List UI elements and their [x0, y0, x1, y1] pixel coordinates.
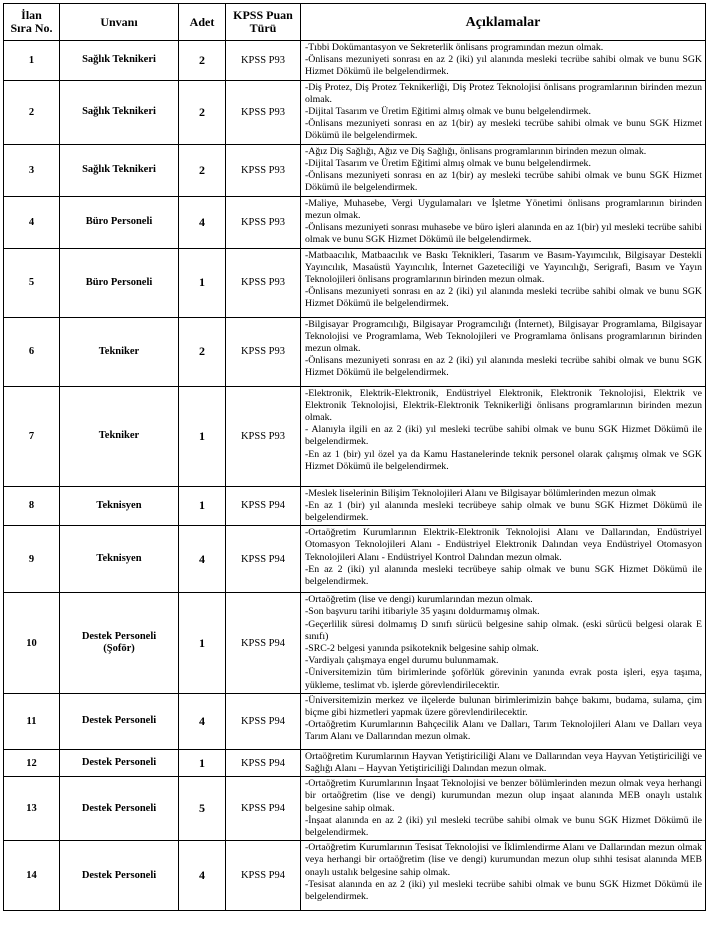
description-line: -Matbaacılık, Matbaacılık ve Baskı Teknikleri, Tasarım ve Basım-Yayımcılık, Bilgisayar Destekli Yayıncılık, Masaüstü Yayıncılık, İnternet Gazeteciliği ve Yayıncılığı, Serigrafi, Basım ve Yayın Teknolojileri önlisans programlarının birinden mezun olmak.	[305, 249, 702, 286]
row-title-line: Destek Personeli	[81, 802, 157, 814]
header-count: Adet	[179, 4, 226, 41]
row-title	[60, 80, 179, 144]
description-line: -İnşaat alanında en az 2 (iki) yıl mesleki tecrübe sahibi olmak ve bunu SGK Hizmet Dökümü ile belgelendirmek.	[305, 814, 702, 839]
row-title	[60, 693, 179, 749]
row-title-line: Tekniker	[98, 345, 140, 357]
description-line: -Ortaöğretim Kurumlarının İnşaat Teknolojisi ve benzer bölümlerinden mezun olmak veya herhangi bir ortaöğretim (lise ve dengi) kurumundan mezun olup inşaat alanında MEB onaylı ustalık belgesine sahip olmak.	[305, 778, 702, 814]
table-row	[4, 749, 706, 776]
row-title	[60, 317, 179, 386]
table-row	[4, 317, 706, 386]
row-description	[301, 317, 706, 386]
row-score-type: KPSS P93	[226, 196, 301, 248]
row-description	[301, 749, 706, 776]
description-line: -Üniversitemizin tüm birimlerinde şoförlük görevinin yanında evrak posta işleri, eşya taşıma, yükleme, teslimat vb. işlerde görevlendirilecektir.	[305, 667, 702, 691]
row-description	[301, 841, 706, 911]
row-score-type: KPSS P93	[226, 317, 301, 386]
header-row-number: İlan Sıra No.	[4, 4, 60, 41]
row-count: 5	[179, 777, 226, 841]
row-title	[60, 144, 179, 196]
row-title	[60, 486, 179, 526]
table-row	[4, 593, 706, 694]
description-line: -Önlisans mezuniyeti sonrası en az 2 (iki) yıl alanında mesleki tecrübe sahibi olmak ve bunu SGK Hizmet Dökümü ile belgelendirmek.	[305, 286, 702, 310]
description-line: -Meslek liselerinin Bilişim Teknolojileri Alanı ve Bilgisayar bölümlerinden mezun olmak	[305, 487, 656, 499]
row-title-line: (Şoför)	[103, 643, 135, 655]
description-line: -Diş Protez, Diş Protez Teknikerliği, Diş Protez Teknolojisi önlisans programlarının birinden mezun olmak.	[305, 81, 702, 105]
description-line: -Ortaöğretim Kurumlarının Bahçecilik Alanı ve Dalları, Tarım Teknolojileri Alanı ve Dalları veya Tarım Alanı ve Dallarından mezun olmak.	[305, 719, 702, 743]
description-line: -En az 2 (iki) yıl alanında mesleki tecrübeye sahip olmak ve bunu SGK Hizmet Dökümü ile belgelendirmek.	[305, 563, 702, 588]
description-line: -Ortaöğretim Kurumlarının Tesisat Teknolojisi ve İklimlendirme Alanı ve Dallarından mezun olmak veya herhangi bir ortaöğretim (lise ve dengi) kurumundan mezun olup sıhhi tesisat alanında MEB onaylı ustalık belgesine sahip olmak.	[305, 842, 702, 878]
row-description	[301, 248, 706, 317]
job-listing-table	[3, 3, 706, 911]
row-count: 4	[179, 526, 226, 593]
description-line: -Önlisans mezuniyeti sonrası en az 2 (iki) yıl alanında mesleki tecrübe sahibi olmak ve bunu SGK Hizmet Dökümü ile belgelendirmek.	[305, 54, 702, 78]
table-row	[4, 526, 706, 593]
row-description	[301, 196, 706, 248]
table-row	[4, 196, 706, 248]
row-title-line: Teknisyen	[96, 553, 142, 565]
row-title	[60, 41, 179, 81]
row-score-type: KPSS P93	[226, 144, 301, 196]
row-count: 1	[179, 749, 226, 776]
row-title	[60, 841, 179, 911]
table-row	[4, 841, 706, 911]
row-count: 4	[179, 196, 226, 248]
row-description	[301, 526, 706, 593]
description-line: -Bilgisayar Programcılığı, Bilgisayar Programcılığı (İnternet), Bilgisayar Programlama, Bilgisayar Teknolojisi ve Programlama, Web Teknolojileri ve Programlama önlisans programlarının birinden mezun olmak.	[305, 318, 702, 355]
row-title-line: Büro Personeli	[85, 276, 153, 288]
row-count: 1	[179, 486, 226, 526]
table-row	[4, 486, 706, 526]
description-line: -En az 1 (bir) yıl özel ya da Kamu Hastanelerinde teknik personel olarak çalışmış olmak ve SGK Hizmet Dökümü ile belgelendirmek.	[305, 448, 702, 472]
row-title-line: Destek Personeli	[81, 757, 157, 769]
row-score-type: KPSS P93	[226, 386, 301, 486]
description-line: -Üniversitemizin merkez ve ilçelerde bulunan birimlerimizin bahçe bakımı, budama, sulama, çim biçme gibi hizmetleri yapmak üzere görevlendirilecektir.	[305, 694, 702, 719]
description-line: -Elektronik, Elektrik-Elektronik, Endüstriyel Elektronik, Elektronik Teknolojisi, Elektrik ve Elektronik Teknolojisi, Elektrik-Elektronik Teknikerliği önlisans programlarının birinden mezun olmak.	[305, 387, 702, 424]
description-line: -Önlisans mezuniyeti sonrası en az 1(bir) ay mesleki tecrübe sahibi olmak ve bunu SGK Hizmet Dökümü ile belgelendirmek.	[305, 118, 702, 142]
row-count: 2	[179, 80, 226, 144]
row-count: 4	[179, 693, 226, 749]
row-number: 10	[4, 593, 60, 694]
description-line: Ortaöğretim Kurumlarının Hayvan Yetiştiriciliği Alanı ve Dallarından veya Hayvan Yetiştiriciliği ve Sağlığı Alanı – Hayvan Yetiştiriciliği Dalından mezun olmak.	[305, 750, 702, 775]
description-line: -Ortaöğretim Kurumlarının Elektrik-Elektronik Teknolojisi Alanı ve Dallarından, Endüstriyel Otomasyon Teknolojileri Alanı - Endüstriyel Elektronik Dalından veya Endüstriyel Otomasyon Teknolojileri Alanı - Endüstriyel Kontrol Dalından mezun olmak.	[305, 527, 702, 563]
description-line: -Tesisat alanında en az 2 (iki) yıl mesleki tecrübe sahibi olmak ve bunu SGK Hizmet Dökümü ile belgelendirmek.	[305, 878, 702, 903]
row-title	[60, 749, 179, 776]
description-line: -Maliye, Muhasebe, Vergi Uygulamaları ve İşletme Yönetimi önlisans programlarının birinden mezun olmak.	[305, 197, 702, 221]
row-description	[301, 386, 706, 486]
row-title	[60, 248, 179, 317]
row-description	[301, 693, 706, 749]
row-title-line: Sağlık Teknikeri	[82, 54, 156, 66]
description-line: - Alanıyla ilgili en az 2 (iki) yıl mesleki tecrübe sahibi olmak ve bunu SGK Hizmet Dökümü ile belgelendirmek.	[305, 424, 702, 448]
header-score-type: KPSS Puan Türü	[226, 4, 301, 41]
description-line: -Dijital Tasarım ve Üretim Eğitimi almış olmak ve bunu belgelendirmek.	[305, 157, 591, 169]
description-line: -En az 1 (bir) yıl alanında mesleki tecrübeye sahip olmak ve bunu SGK Hizmet Dökümü ile belgelendirmek.	[305, 499, 702, 524]
row-title-line: Destek Personeli	[81, 715, 157, 727]
row-description	[301, 144, 706, 196]
row-number: 14	[4, 841, 60, 911]
header-title: Unvanı	[60, 4, 179, 41]
row-title	[60, 593, 179, 694]
description-line: -Önlisans mezuniyeti sonrası en az 2 (iki) yıl alanında mesleki tecrübe sahibi olmak ve bunu SGK Hizmet Dökümü ile belgelendirmek.	[305, 355, 702, 379]
row-number: 9	[4, 526, 60, 593]
row-title-line: Destek Personeli	[81, 869, 157, 881]
description-line: -Önlisans mezuniyeti sonrası en az 1(bir) ay mesleki tecrübe sahibi olmak ve bunu SGK Hizmet Dökümü ile belgelendirmek.	[305, 170, 702, 194]
table-row	[4, 80, 706, 144]
row-title-line: Teknisyen	[96, 499, 142, 511]
table-row	[4, 248, 706, 317]
row-count: 2	[179, 317, 226, 386]
row-count: 2	[179, 144, 226, 196]
row-number: 12	[4, 749, 60, 776]
row-score-type: KPSS P93	[226, 248, 301, 317]
row-number: 11	[4, 693, 60, 749]
row-number: 5	[4, 248, 60, 317]
description-line: -Geçerlilik süresi dolmamış D sınıfı sürücü belgesine sahip olmak. (eski sürücü belgesi olarak E sınıfı)	[305, 618, 702, 642]
description-line: -Son başvuru tarihi itibariyle 35 yaşını doldurmamış olmak.	[305, 606, 540, 618]
row-title	[60, 777, 179, 841]
description-line: -Ortaöğretim (lise ve dengi) kurumlarından mezun olmak.	[305, 594, 533, 606]
table-row	[4, 41, 706, 81]
table-row	[4, 386, 706, 486]
row-title-line: Destek Personeli	[81, 631, 157, 643]
row-number: 8	[4, 486, 60, 526]
row-number: 4	[4, 196, 60, 248]
row-number: 2	[4, 80, 60, 144]
row-title	[60, 196, 179, 248]
description-line: -SRC-2 belgesi yanında psikoteknik belgesine sahip olmak.	[305, 643, 539, 655]
row-number: 13	[4, 777, 60, 841]
row-score-type: KPSS P94	[226, 777, 301, 841]
row-title-line: Sağlık Teknikeri	[82, 164, 156, 176]
row-count: 1	[179, 386, 226, 486]
row-description	[301, 593, 706, 694]
row-title-line: Sağlık Teknikeri	[82, 106, 156, 118]
row-count: 4	[179, 841, 226, 911]
table-row	[4, 777, 706, 841]
row-title	[60, 526, 179, 593]
row-number: 7	[4, 386, 60, 486]
row-count: 1	[179, 593, 226, 694]
table-row	[4, 144, 706, 196]
table-body	[4, 41, 706, 911]
row-score-type: KPSS P94	[226, 693, 301, 749]
row-number: 3	[4, 144, 60, 196]
description-line: -Tıbbi Dokümantasyon ve Sekreterlik önlisans programından mezun olmak.	[305, 42, 604, 53]
row-count: 2	[179, 41, 226, 81]
row-score-type: KPSS P93	[226, 41, 301, 81]
row-description	[301, 777, 706, 841]
row-description	[301, 486, 706, 526]
row-score-type: KPSS P94	[226, 486, 301, 526]
row-title-line: Büro Personeli	[85, 216, 153, 228]
row-score-type: KPSS P94	[226, 593, 301, 694]
table-row	[4, 693, 706, 749]
row-description	[301, 80, 706, 144]
row-title	[60, 386, 179, 486]
description-line: -Dijital Tasarım ve Üretim Eğitimi almış olmak ve bunu belgelendirmek.	[305, 106, 591, 118]
header-description: Açıklamalar	[301, 4, 706, 41]
row-number: 6	[4, 317, 60, 386]
row-title-line: Tekniker	[98, 430, 140, 442]
header-row	[4, 4, 706, 41]
row-score-type: KPSS P94	[226, 841, 301, 911]
row-number: 1	[4, 41, 60, 81]
row-score-type: KPSS P94	[226, 526, 301, 593]
description-line: -Önlisans mezuniyeti sonrası muhasebe ve büro işleri alanında en az 1(bir) yıl mesleki tecrübe sahibi olmak ve bunu SGK Hizmet Dökümü ile belgelendirmek.	[305, 222, 702, 246]
row-description	[301, 41, 706, 81]
row-score-type: KPSS P93	[226, 80, 301, 144]
row-count: 1	[179, 248, 226, 317]
description-line: -Vardiyalı çalışmaya engel durumu bulunmamak.	[305, 655, 499, 667]
description-line: -Ağız Diş Sağlığı, Ağız ve Diş Sağlığı, önlisans programlarının birinden mezun olmak.	[305, 145, 647, 157]
row-score-type: KPSS P94	[226, 749, 301, 776]
